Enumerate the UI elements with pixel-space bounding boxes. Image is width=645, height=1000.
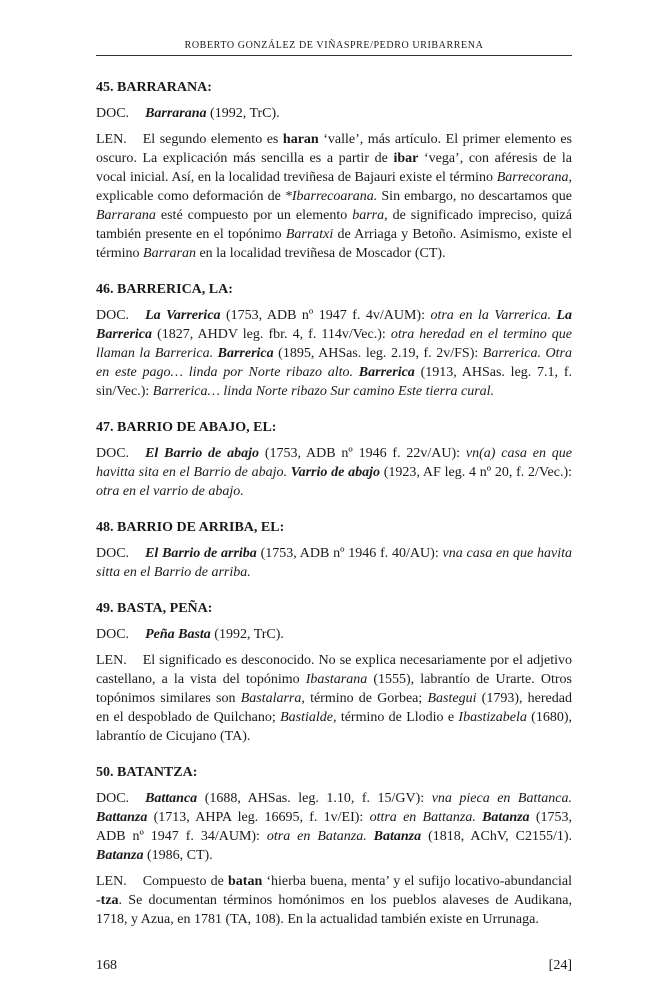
len-label: LEN. <box>96 874 127 889</box>
linguistic-paragraph <box>96 872 572 929</box>
plain-text: Sin embargo, no descartamos que <box>377 189 572 204</box>
plain-text: esté compuesto por un elemento <box>155 208 353 223</box>
quoted-text: Barrarana <box>96 208 156 223</box>
plain-text: ‘hierba buena, menta’ y el sufijo locativo-abundancial <box>262 874 572 889</box>
plain-text: en la localidad treviñesa de Moscador (CT). <box>195 246 446 261</box>
entry-title: 50. BATANTZA: <box>96 765 198 780</box>
etymon: ibar <box>393 151 419 166</box>
linguistic-paragraph <box>96 130 572 263</box>
quoted-text: Barrerica… linda Norte ribazo Sur camino Este tierra cural. <box>152 384 495 399</box>
plain-text: (1992, TrC). <box>206 106 280 121</box>
doc-label: DOC. <box>96 106 130 121</box>
plain-text: (1680), labrantío de Cicujano (TA). <box>96 710 573 744</box>
toponym-form: Battanza <box>96 810 148 825</box>
quoted-text: vna casa en que havita sitta en el Barrio de arriba. <box>96 546 572 580</box>
etymon: -tza <box>96 893 119 908</box>
plain-text: , de significado impreciso, quizá también presente en el topónimo <box>96 208 572 242</box>
plain-text: , término de Gorbea; <box>301 691 428 706</box>
doc-label: DOC. <box>96 308 130 323</box>
plain-text: (1753, ADB nº 1946 f. 40/AU): <box>256 546 443 561</box>
quoted-text: ottra en Battanza. <box>369 810 483 825</box>
quoted-text: vna pieca en Battanca. <box>431 791 572 806</box>
documentation-paragraph <box>96 544 572 582</box>
plain-text: (1913, AHSas. leg. 7.1, f. sin/Vec.): <box>96 365 572 399</box>
entry-title: 46. BARRERICA, LA: <box>96 282 233 297</box>
entries-list <box>96 78 572 946</box>
toponym-entry <box>96 280 572 401</box>
quoted-text: vn(a) casa en que havitta sita en el Barrio de abajo. <box>96 446 572 480</box>
plain-text: (1555), labrantío de Urarte. Otros topónimos similares son <box>96 672 572 706</box>
quoted-text: otra en el varrio de abajo. <box>96 484 244 499</box>
toponym-form: La Varrerica <box>145 308 221 323</box>
toponym-form: Varrio de abajo <box>290 465 380 480</box>
plain-text: El segundo elemento es <box>142 132 283 147</box>
doc-label: DOC. <box>96 546 130 561</box>
documentation-paragraph <box>96 306 572 401</box>
quoted-text: Ibastarana <box>305 672 368 687</box>
quoted-text: Barraran <box>143 246 196 261</box>
etymon: haran <box>282 132 319 147</box>
plain-text: (1923, AF leg. 4 nº 20, f. 2/Vec.): <box>380 465 572 480</box>
entry-title: 45. BARRARANA: <box>96 80 212 95</box>
plain-text: (1753, ADB nº 1946 f. 22v/AU): <box>259 446 466 461</box>
plain-text: (1827, AHDV leg. fbr. 4, f. 114v/Vec.): <box>152 327 391 342</box>
plain-text: Compuesto de <box>142 874 228 889</box>
quoted-text: Barratxi <box>285 227 334 242</box>
documentation-paragraph <box>96 625 572 644</box>
quoted-text: Ibastizabela <box>458 710 527 725</box>
plain-text: ‘valle’, más artículo. El primer elemento es oscuro. La explicación más sencilla es a partir de <box>96 132 573 166</box>
toponym-entry <box>96 78 572 263</box>
plain-text: , término de Llodio e <box>333 710 459 725</box>
quoted-text: Barrerica. Otra en este pago… linda por Norte ribazo alto. <box>96 346 572 380</box>
toponym-form: Battanca <box>145 791 198 806</box>
toponym-form: Batanza <box>96 848 144 863</box>
plain-text: , explicable como deformación de <box>96 170 572 204</box>
plain-text: (1753, ADB nº 1947 f. 4v/AUM): <box>220 308 431 323</box>
quoted-text: otra en la Varrerica. <box>430 308 557 323</box>
plain-text: (1895, AHSas. leg. 2.19, f. 2v/FS): <box>273 346 483 361</box>
quoted-text: otra en Batanza. <box>266 829 374 844</box>
toponym-form: Batanza <box>373 829 422 844</box>
entry-title: 48. BARRIO DE ARRIBA, EL: <box>96 520 285 535</box>
toponym-form: Barrerica <box>358 365 415 380</box>
toponym-form: Batanza <box>482 810 530 825</box>
toponym-form: Barrerica <box>217 346 274 361</box>
documentation-paragraph <box>96 789 572 865</box>
len-label: LEN. <box>96 132 127 147</box>
doc-label: DOC. <box>96 446 130 461</box>
toponym-entry <box>96 418 572 501</box>
plain-text: . Se documentan términos homónimos en los pueblos alaveses de Audikana, 1718, y Azua, en 1781 (TA, 108). En la actualidad también existe en Urrunaga. <box>96 893 572 927</box>
plain-text: (1992, TrC). <box>210 627 284 642</box>
toponym-entry <box>96 763 572 929</box>
quoted-text: Bastialde <box>280 710 333 725</box>
plain-text: El significado es desconocido. No se explica necesariamente por el adjetivo castellano, a la vista del topónimo <box>96 653 572 687</box>
quoted-text: barra <box>352 208 385 223</box>
entry-title: 47. BARRIO DE ABAJO, EL: <box>96 420 277 435</box>
page-number: 168 <box>96 958 117 973</box>
etymon: batan <box>228 874 263 889</box>
quoted-text: Barrecorana <box>496 170 569 185</box>
plain-text: de Arriaga y Betoño. Asimismo, existe el término <box>96 227 572 261</box>
toponym-entry <box>96 599 572 746</box>
documentation-paragraph <box>96 444 572 501</box>
len-label: LEN. <box>96 653 127 668</box>
documentation-paragraph <box>96 104 572 123</box>
plain-text: ‘vega’, con aféresis de la vocal inicial. Así, en la localidad treviñesa de Bajauri existe el término <box>96 151 572 185</box>
doc-label: DOC. <box>96 627 130 642</box>
page-footer <box>96 958 572 974</box>
plain-text: (1713, AHPA leg. 16695, f. 1v/EI): <box>147 810 370 825</box>
plain-text: (1818, AChV, C2155/1). <box>421 829 572 844</box>
quoted-text: *Ibarrecoarana. <box>284 189 378 204</box>
entry-title: 49. BASTA, PEÑA: <box>96 601 213 616</box>
linguistic-paragraph <box>96 651 572 746</box>
quoted-text: Bastegui <box>427 691 477 706</box>
quoted-text: Bastalarra <box>240 691 302 706</box>
plain-text: (1793), heredad en el despoblado de Quilchano; <box>96 691 572 725</box>
quoted-text: otra heredad en el termino que llaman la Barrerica. <box>96 327 573 361</box>
running-head: ROBERTO GONZÁLEZ DE VIÑASPRE/PEDRO URIBARRENA <box>96 40 572 56</box>
toponym-form: Peña Basta <box>145 627 211 642</box>
toponym-form: El Barrio de abajo <box>145 446 259 461</box>
toponym-form: Barrarana <box>145 106 207 121</box>
toponym-entry <box>96 518 572 582</box>
plain-text: (1753, ADB nº 1947 f. 34/AUM): <box>96 810 572 844</box>
toponym-form: El Barrio de arriba <box>145 546 257 561</box>
toponym-form: La Barrerica <box>96 308 573 342</box>
sheet-reference: [24] <box>548 958 572 973</box>
doc-label: DOC. <box>96 791 130 806</box>
plain-text: (1986, CT). <box>143 848 213 863</box>
plain-text: (1688, AHSas. leg. 1.10, f. 15/GV): <box>197 791 432 806</box>
